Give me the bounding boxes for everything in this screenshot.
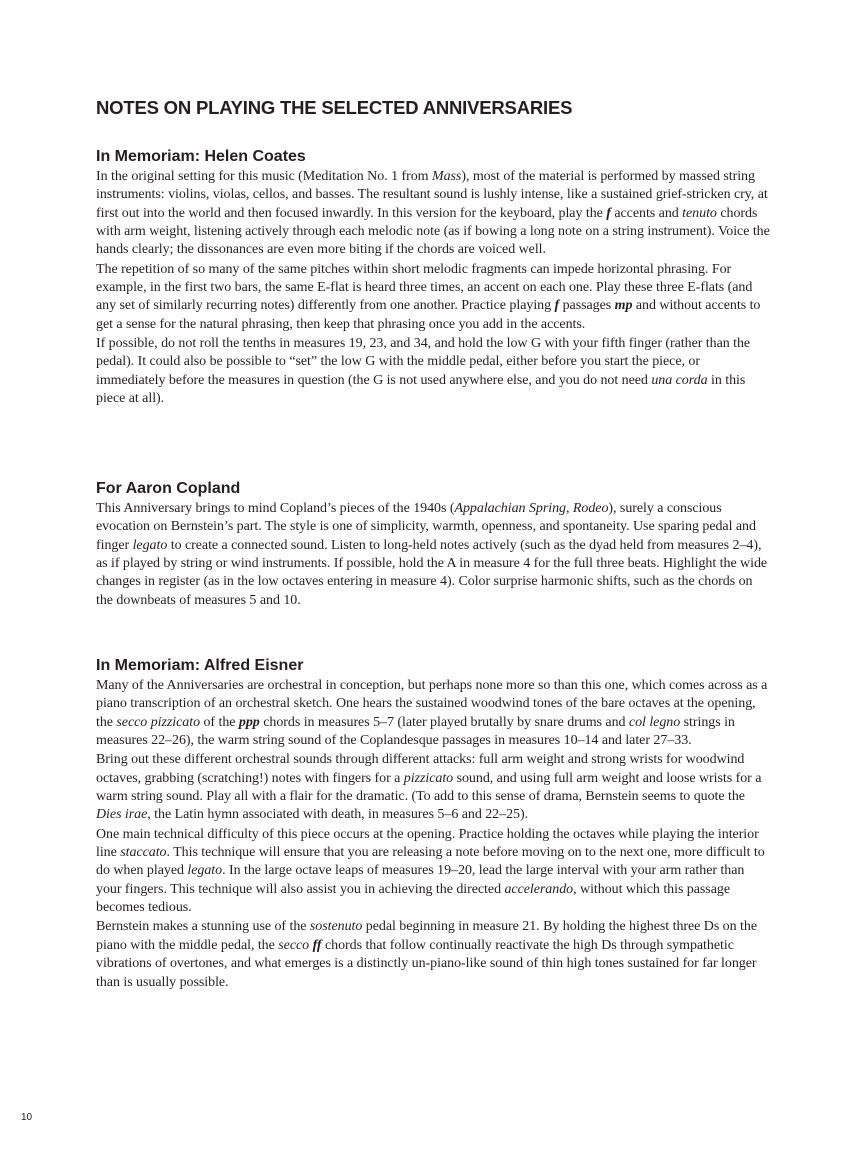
section-helen-coates xyxy=(96,146,770,409)
page-number: 10 xyxy=(21,1112,33,1123)
italic-term: legato xyxy=(132,537,168,553)
section-heading: In Memoriam: Alfred Eisner xyxy=(96,657,304,674)
section-aaron-copland xyxy=(96,478,770,611)
italic-term: sostenuto xyxy=(309,919,363,935)
paragraph: If possible, do not roll the tenths in measures 19, 23, and 34, and hold the low G with your fifth finger (rather than the pedal). It could also be possible to “set” the low G with the middle pedal, either before you start the piece, or immediately before the measures in question (the G is not used anywhere else, and you do not need una corda in this piece at all). xyxy=(96,336,751,407)
paragraph: Many of the Anniversaries are orchestral in conception, but perhaps none more so than this one, which comes across as a piano transcription of an orchestral sketch. One hears the sustained woodwind tones of the bare octaves at the opening, the secco pizzicato of the ppp chords in measures 5–7 (later played brutally by snare drums and col legno strings in measures 22–26), the warm string sound of the Coplandesque passages in measures 10–14 and later 27–33. xyxy=(96,678,768,749)
italic-term: secco pizzicato xyxy=(116,714,201,730)
paragraph: Bring out these different orchestral sounds through different attacks: full arm weight and strong wrists for woodwind octaves, grabbing (scratching!) notes with fingers for a pizzicato sound, and using full arm weight and loose wrists for a warm string sound. Play all with a flair for the dramatic. (To add to this sense of drama, Bernstein seems to quote the Dies irae, the Latin hymn associated with death, in measures 5–6 and 22–25). xyxy=(96,752,762,823)
dynamic-marking: ff xyxy=(312,937,322,953)
italic-term: legato xyxy=(187,863,223,879)
paragraph: In the original setting for this music (Meditation No. 1 from Mass), most of the material is performed by massed string instruments: violins, violas, cellos, and basses. The resultant sound is lushly intense, like a sustained grief-stricken cry, at first out into the world and then focused inwardly. In this version for the keyboard, play the f accents and tenuto chords with arm weight, listening actively through each melodic note (as if bowing a long note on a string instrument). Voice the hands clearly; the dissonances are even more biting if the chords are voiced well. xyxy=(96,169,770,258)
italic-term: pizzicato xyxy=(403,770,454,786)
dynamic-marking: mp xyxy=(614,298,633,314)
italic-term: Mass xyxy=(431,169,462,184)
dynamic-marking: f xyxy=(606,205,611,221)
italic-term: accelerando xyxy=(504,881,574,897)
paragraph: One main technical difficulty of this piece occurs at the opening. Practice holding the octaves while playing the interior line staccato. This technique will ensure that you are releasing a note before moving on to the next one, more difficult to do when played legato. In the large octave leaps of measures 19–20, lead the large interval with your arm rather than your fingers. This technique will also assist you in achieving the directed accelerando, without which this passage becomes tedious. xyxy=(96,826,765,916)
italic-term: una corda xyxy=(651,372,708,388)
italic-term: staccato xyxy=(120,845,167,861)
italic-term: Rodeo xyxy=(572,501,609,516)
dynamic-marking: f xyxy=(554,298,560,314)
italic-term: col legno xyxy=(628,714,681,730)
paragraph: Bernstein makes a stunning use of the sostenuto pedal beginning in measure 21. By holding the highest three Ds on the piano with the middle pedal, the secco ff chords that follow continually reactivate the high Ds through sympathetic vibrations of overtones, and what emerges is a distinctly un-piano-like sound of thin high tones sustained for far longer than is usually possible. xyxy=(96,919,757,990)
paragraph: This Anniversary brings to mind Copland’s pieces of the 1940s (Appalachian Spring, Rodeo), surely a conscious evocation on Bernstein’s part. The style is one of simplicity, warmth, openness, and spontaneity. Use sparing pedal and finger legato to create a connected sound. Listen to long-held notes actively (such as the dyad held from measures 2–4), as if played by string or wind instruments. If possible, hold the A in measure 4 for the full three beats. Highlight the wide changes in register (as in the low octaves entering in measure 4). Color surprise harmonic shifts, such as the chords on the downbeats of measures 5 and 10. xyxy=(96,501,768,608)
italic-term: Appalachian Spring xyxy=(454,501,566,516)
section-heading: For Aaron Copland xyxy=(96,480,241,497)
section-heading: In Memoriam: Helen Coates xyxy=(96,148,306,165)
italic-term: Dies irae xyxy=(96,807,148,823)
page-title: NOTES ON PLAYING THE SELECTED ANNIVERSARIES xyxy=(96,97,573,118)
dynamic-marking: ppp xyxy=(238,714,260,730)
paragraph: The repetition of so many of the same pitches within short melodic fragments can impede horizontal phrasing. For example, in the first two bars, the same E-flat is heard three times, an accent on each one. Play these three E-flats (and any set of similarly recurring notes) differently from one another. Practice playing f passages mp and without accents to get a sense for the natural phrasing, then keep that phrasing once you add in the accents. xyxy=(96,261,761,332)
section-alfred-eisner xyxy=(96,655,770,993)
italic-term: secco xyxy=(278,937,310,953)
italic-term: tenuto xyxy=(682,205,717,221)
